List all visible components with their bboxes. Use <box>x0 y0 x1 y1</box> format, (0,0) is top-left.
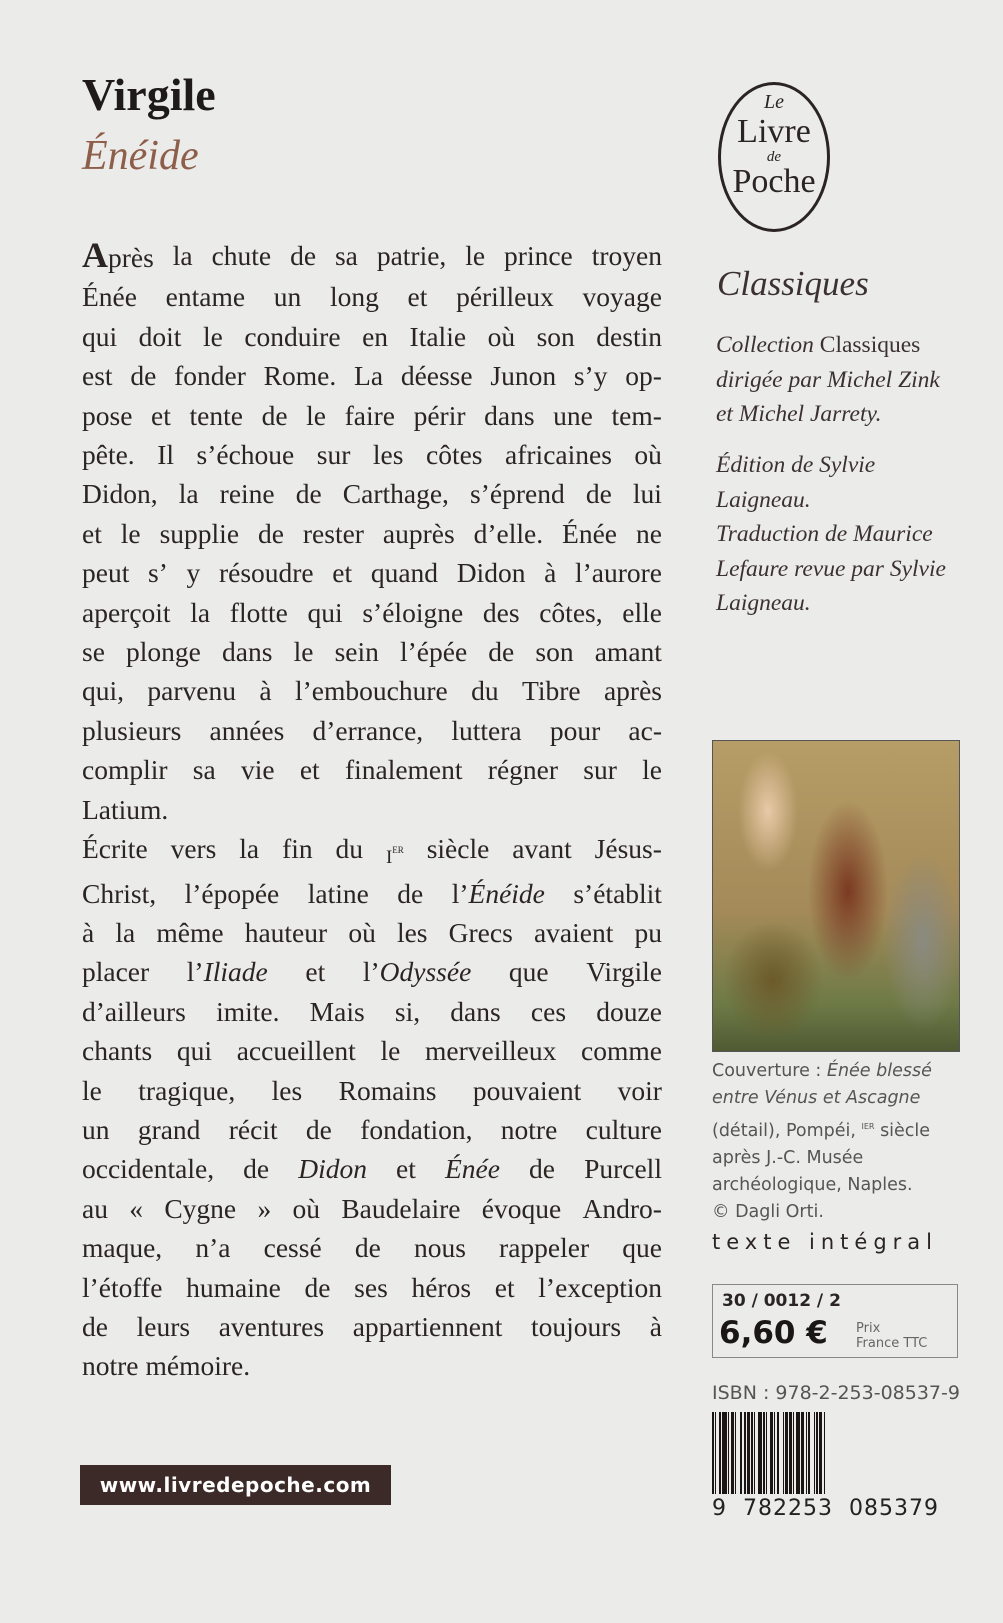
summary-text: s’y <box>573 360 608 392</box>
summary-text: pête. <box>82 439 135 471</box>
collection-credit-text: dirigée par Michel Zink et Michel Jarrety. <box>716 366 940 427</box>
summary-text: d’elle. <box>473 517 544 549</box>
summary-text: pu <box>634 916 662 948</box>
summary-line <box>82 396 662 435</box>
summary-line <box>82 952 662 991</box>
summary-text: l’embouchure <box>294 675 448 707</box>
summary-text: long <box>329 281 379 313</box>
summary-text: op- <box>625 360 662 392</box>
summary-line <box>82 317 662 356</box>
summary-line <box>82 632 662 671</box>
summary-text: La <box>354 360 384 392</box>
summary-text: faire <box>344 399 395 431</box>
summary-text: de <box>261 399 288 431</box>
summary-text: peut <box>82 557 130 589</box>
barcode <box>712 1412 960 1494</box>
summary-text: le <box>293 636 314 668</box>
summary-text: africaines <box>505 439 612 471</box>
summary-text: la <box>178 478 199 510</box>
summary-text: où <box>348 916 376 948</box>
summary-text: placer <box>82 956 150 988</box>
summary-text: finalement <box>344 754 463 786</box>
summary-text: évoque <box>481 1192 562 1224</box>
summary-line <box>82 1031 662 1070</box>
summary-text: rester <box>302 517 364 549</box>
summary-text: fondation, <box>360 1113 473 1145</box>
edition-credits: Édition de Sylvie Laigneau. Traduction de Maurice Lefaure revue par Sylvie Laigneau. <box>716 452 946 616</box>
summary-text: ses <box>354 1271 388 1303</box>
summary-text: et <box>151 399 171 431</box>
summary-text: lui <box>632 478 662 510</box>
summary-text: Grecs <box>448 916 513 948</box>
summary-text: mémoire. <box>145 1350 251 1382</box>
summary-text: Romains <box>338 1074 437 1106</box>
summary-line <box>82 553 662 592</box>
summary-text: de <box>290 240 317 271</box>
summary-text: dans <box>450 995 501 1027</box>
summary-text: sein <box>334 636 379 668</box>
summary-text: y <box>186 557 201 589</box>
summary-text: auprès <box>382 517 455 549</box>
cover-painting-image <box>712 740 960 1052</box>
summary-text: sa <box>334 240 358 271</box>
summary-line <box>82 435 662 474</box>
summary-text: i <box>385 838 393 870</box>
summary-text: de <box>397 877 424 909</box>
summary-text: se <box>82 636 105 668</box>
summary-text: chute <box>211 240 272 271</box>
summary-text: ne <box>635 517 662 549</box>
summary-text: qui <box>82 320 118 352</box>
summary-text: une <box>553 399 593 431</box>
summary-text: où <box>634 439 662 471</box>
logo-poche: Poche <box>732 163 816 200</box>
summary-text: Jésus- <box>594 833 662 865</box>
summary-text: merveilleux <box>424 1035 557 1067</box>
price-label: Prix France TTC <box>856 1321 928 1351</box>
summary-text: Énée <box>562 517 618 549</box>
summary-text: tem- <box>611 399 662 431</box>
summary-text: quand <box>370 557 439 589</box>
summary-text: Rome. <box>263 360 337 392</box>
caption-text: ier <box>861 1119 875 1132</box>
summary-line <box>82 711 662 750</box>
summary-text: périr <box>413 399 466 431</box>
book-title: Énéide <box>82 133 199 179</box>
summary-text: et <box>305 956 326 988</box>
summary-line <box>82 236 662 277</box>
summary-text: de <box>529 1153 555 1185</box>
summary-text: s’échoue <box>196 439 295 471</box>
summary-text: à <box>259 675 272 707</box>
summary-text: vers <box>170 833 217 865</box>
summary-text: accueillent <box>236 1035 356 1067</box>
summary-text: les <box>271 1074 303 1106</box>
summary-text: Écrite <box>82 833 148 865</box>
summary-text: culture <box>585 1113 662 1145</box>
summary-text: où <box>487 320 516 352</box>
summary-text: dans <box>484 399 535 431</box>
summary-text: côtes, <box>539 596 603 628</box>
logo-de: de <box>766 149 782 165</box>
summary-text: douze <box>596 995 662 1027</box>
summary-text: le <box>380 1035 401 1067</box>
isbn: ISBN : 978-2-253-08537-9 <box>712 1382 960 1404</box>
summary-text: chants <box>82 1035 153 1067</box>
caption-text: Couverture : <box>712 1061 827 1081</box>
summary-text: le <box>202 320 223 352</box>
summary-text: notre <box>500 1113 558 1145</box>
summary-text: qui, <box>82 675 125 707</box>
summary-text: comme <box>580 1035 662 1067</box>
caption-text: (détail), Pompéi, <box>712 1121 856 1141</box>
caption-text: siècle après J.-C. Musée archéologique, Naples. © Dagli Orti. <box>712 1121 931 1222</box>
summary-text: supplie <box>159 517 240 549</box>
summary-text: plonge <box>126 636 201 668</box>
summary-line <box>82 1346 662 1385</box>
summary-text: aperçoit <box>82 596 171 628</box>
summary-line <box>82 277 662 316</box>
summary-text: que <box>622 1232 662 1264</box>
summary-text: de <box>304 1271 331 1303</box>
le-livre-de-poche-logo <box>718 82 830 232</box>
summary-text: un <box>82 1113 110 1145</box>
summary-text: et <box>332 557 353 589</box>
summary-text: et <box>407 281 428 313</box>
summary-text: l’ <box>451 877 469 909</box>
summary-text: à <box>544 557 557 589</box>
summary-text: la <box>115 916 136 948</box>
summary-text: de <box>130 360 157 392</box>
collection-credits <box>716 328 976 432</box>
summary-text: pouvaient <box>472 1074 582 1106</box>
summary-text: du <box>471 675 499 707</box>
summary-text: latine <box>307 877 369 909</box>
summary-text: l’exception <box>538 1271 662 1303</box>
summary-text: Andro- <box>582 1192 662 1224</box>
summary-line <box>82 750 662 789</box>
summary-text: Italie <box>409 320 467 352</box>
summary-text: A <box>82 235 108 275</box>
summary-text: Tibre <box>521 675 581 707</box>
summary-text: le <box>465 240 486 271</box>
summary-text: déesse <box>400 360 473 392</box>
collection-credit-text: Collection <box>716 332 820 358</box>
summary-text: l’ <box>362 956 380 988</box>
summary-line <box>82 593 662 632</box>
summary-text: Il <box>157 439 175 471</box>
summary-text: côtes <box>426 439 483 471</box>
summary-text: entame <box>165 281 246 313</box>
summary-text: Didon, <box>82 478 158 510</box>
summary-text: Latium. <box>82 793 169 825</box>
product-code: 30 / 0012 / 2 <box>722 1291 841 1311</box>
summary-text: parvenu <box>147 675 236 707</box>
summary-text: Mais <box>309 995 365 1027</box>
summary-text: où <box>292 1192 321 1224</box>
summary-text: conduire <box>244 320 341 352</box>
summary-text: nous <box>413 1232 466 1264</box>
collection-credit-text: Classiques <box>819 332 921 358</box>
summary-text: s’établit <box>573 877 662 909</box>
summary-text: près <box>108 242 154 273</box>
summary-text: flotte <box>229 596 288 628</box>
summary-text: récit <box>228 1113 278 1145</box>
price: 6,60 € <box>719 1315 828 1351</box>
summary-line <box>82 913 662 952</box>
summary-line <box>82 1110 662 1149</box>
summary-text: Énée <box>444 1153 500 1185</box>
summary-text: le <box>82 1074 102 1106</box>
summary-text: pour <box>549 714 601 746</box>
summary-text: de <box>585 478 612 510</box>
summary-text: au <box>82 1192 108 1224</box>
book-author: Virgile <box>82 69 216 120</box>
summary-text: Christ, <box>82 877 157 909</box>
summary-text: Didon <box>298 1153 367 1185</box>
summary-line <box>82 829 662 873</box>
summary-text: prince <box>504 240 573 271</box>
summary-text: destin <box>596 320 662 352</box>
summary-text: à <box>82 916 95 948</box>
summary-text: troyen <box>591 240 662 271</box>
summary-text: Baudelaire <box>341 1192 461 1224</box>
summary-text: cessé <box>263 1232 322 1264</box>
summary-text: un <box>273 281 302 313</box>
summary-text: de <box>82 1310 108 1342</box>
summary-text: amant <box>594 636 662 668</box>
summary-text: d’ailleurs <box>82 995 186 1027</box>
summary-text: périlleux <box>456 281 554 313</box>
summary-text: leurs <box>136 1310 191 1342</box>
summary-text: Didon <box>456 557 526 589</box>
summary-text: voir <box>617 1074 662 1106</box>
summary-text: la <box>172 240 193 271</box>
summary-text: imite. <box>216 995 280 1027</box>
summary-text: les <box>396 916 428 948</box>
summary-text: d’errance, <box>312 714 424 746</box>
summary-text: maque, <box>82 1232 163 1264</box>
summary-line <box>82 1268 662 1307</box>
summary-text: Virgile <box>586 956 662 988</box>
summary-text: du <box>335 833 364 865</box>
logo-livre: Livre <box>737 113 811 150</box>
cover-caption <box>712 1058 932 1226</box>
back-cover-summary <box>82 236 662 1386</box>
summary-text: Iliade <box>203 956 268 988</box>
summary-text: l’ <box>186 956 204 988</box>
summary-line <box>82 474 662 513</box>
summary-text: le <box>120 517 141 549</box>
summary-text: humaine <box>186 1271 281 1303</box>
summary-text: complir <box>82 754 168 786</box>
summary-text: le <box>642 754 662 786</box>
summary-text: s’éloigne <box>362 596 464 628</box>
summary-text: héros <box>411 1271 472 1303</box>
summary-text: son <box>536 320 575 352</box>
summary-text: même <box>156 916 224 948</box>
texte-integral-label: texte intégral <box>712 1230 939 1254</box>
summary-text: toujours <box>530 1310 622 1342</box>
summary-text: son <box>535 636 574 668</box>
website-link[interactable]: www.livredepoche.com <box>80 1465 391 1505</box>
summary-text: Énée <box>82 281 137 313</box>
summary-text: l’étoffe <box>82 1271 163 1303</box>
summary-text: Carthage, <box>342 478 449 510</box>
summary-text: appartiennent <box>352 1310 503 1342</box>
summary-text: résoudre <box>218 557 314 589</box>
summary-text: s’éprend <box>470 478 565 510</box>
summary-text: » <box>257 1192 272 1224</box>
summary-line <box>82 514 662 553</box>
summary-text: qui <box>307 596 343 628</box>
summary-text: si, <box>394 995 421 1027</box>
summary-text: vie <box>240 754 275 786</box>
summary-text: tente <box>189 399 243 431</box>
summary-text: le <box>306 399 326 431</box>
summary-text: elle <box>622 596 662 628</box>
summary-text: « <box>129 1192 144 1224</box>
summary-text: avant <box>512 833 572 865</box>
summary-line <box>82 356 662 395</box>
summary-text: fin <box>282 833 313 865</box>
summary-text: pose <box>82 399 133 431</box>
summary-line <box>82 671 662 710</box>
caption-text: Énée blessé entre Vénus et Ascagne <box>712 1061 932 1108</box>
summary-text: années <box>209 714 285 746</box>
summary-text: de <box>295 478 322 510</box>
summary-text: et <box>82 517 102 549</box>
summary-line <box>82 874 662 913</box>
summary-text: hauteur <box>244 916 328 948</box>
summary-text: dans <box>222 636 273 668</box>
summary-text: la <box>190 596 211 628</box>
summary-text: voyage <box>582 281 662 313</box>
summary-text: après <box>603 675 662 707</box>
summary-text: reine <box>219 478 275 510</box>
summary-text: rappeler <box>499 1232 590 1264</box>
summary-line <box>82 1189 662 1228</box>
summary-text: l’épée <box>400 636 468 668</box>
logo-le: Le <box>764 91 784 113</box>
summary-text: des <box>482 596 520 628</box>
summary-line <box>82 1228 662 1267</box>
summary-text: n’a <box>195 1232 231 1264</box>
summary-text: l’aurore <box>574 557 662 589</box>
summary-text: occidentale, <box>82 1153 215 1185</box>
summary-text: Énéide <box>468 877 545 909</box>
summary-text: les <box>372 439 404 471</box>
summary-text: sa <box>192 754 216 786</box>
summary-text: Purcell <box>584 1153 662 1185</box>
price-box <box>712 1284 958 1358</box>
summary-text: et <box>299 754 320 786</box>
summary-text: siècle <box>426 833 490 865</box>
summary-text: à <box>649 1310 662 1342</box>
summary-text: tragique, <box>138 1074 236 1106</box>
summary-text: et <box>396 1153 416 1185</box>
summary-text: sur <box>583 754 617 786</box>
summary-text: plusieurs <box>82 714 182 746</box>
summary-text: avaient <box>533 916 614 948</box>
summary-text: aventures <box>218 1310 325 1342</box>
summary-text: grand <box>137 1113 201 1145</box>
summary-text: la <box>239 833 260 865</box>
summary-text: Junon <box>490 360 557 392</box>
summary-text: Odyssée <box>379 956 472 988</box>
barcode-bar <box>825 1412 827 1494</box>
summary-text: qui <box>176 1035 213 1067</box>
summary-text: que <box>508 956 549 988</box>
summary-text: de <box>305 1113 332 1145</box>
summary-text: de <box>488 636 515 668</box>
summary-text: sur <box>316 439 351 471</box>
summary-text: est <box>82 360 113 392</box>
summary-text: patrie, <box>376 240 447 271</box>
summary-text: et <box>494 1271 515 1303</box>
summary-text: fonder <box>174 360 246 392</box>
summary-text: de <box>243 1153 270 1185</box>
summary-text: doit <box>138 320 182 352</box>
summary-text: Cygne <box>164 1192 237 1224</box>
summary-text: ac- <box>628 714 662 746</box>
summary-text: er <box>392 841 404 857</box>
summary-text: luttera <box>451 714 522 746</box>
collection-title: Classiques <box>717 264 869 303</box>
summary-text: l’épopée <box>184 877 280 909</box>
summary-text: s’ <box>148 557 168 589</box>
summary-text: ces <box>530 995 567 1027</box>
summary-text: notre <box>82 1350 139 1382</box>
barcode-digits: 9 782253 085379 <box>712 1496 939 1521</box>
summary-line <box>82 1149 662 1188</box>
summary-text: en <box>362 320 389 352</box>
summary-text: de <box>354 1232 381 1264</box>
summary-line <box>82 1071 662 1110</box>
summary-text: régner <box>487 754 559 786</box>
summary-line <box>82 1307 662 1346</box>
summary-line <box>82 992 662 1031</box>
summary-text: de <box>257 517 284 549</box>
summary-line <box>82 790 662 829</box>
